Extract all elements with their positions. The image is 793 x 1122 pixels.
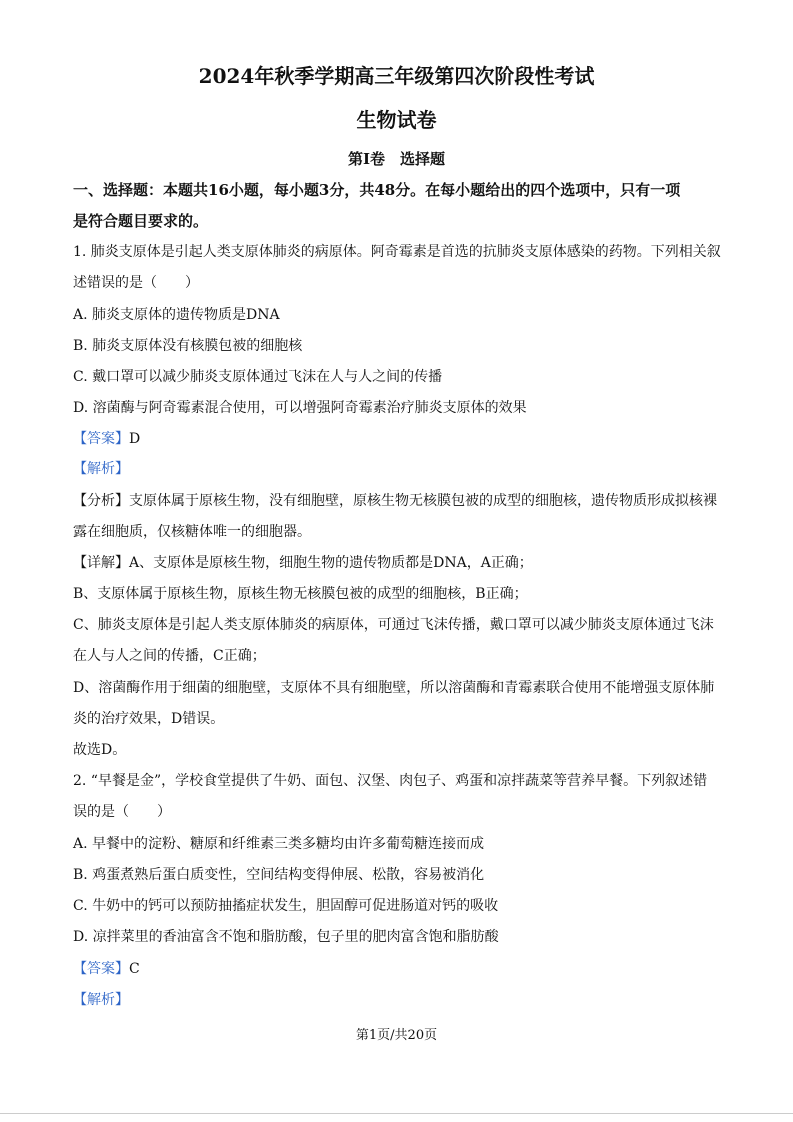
q1-analysis-line-1: 【分析】支原体属于原核生物，没有细胞壁，原核生物无核膜包被的成型的细胞核，遗传物质形成拟核裸 (73, 493, 717, 509)
q2-option-b: B. 鸡蛋煮熟后蛋白质变性，空间结构变得伸展、松散，容易被消化 (73, 867, 485, 883)
instructions-line-2: 是符合题目要求的。 (73, 212, 209, 230)
q1-option-b: B. 肺炎支原体没有核膜包被的细胞核 (73, 338, 303, 354)
q1-option-a: A. 肺炎支原体的遗传物质是DNA (73, 307, 280, 323)
q1-analysis-line-2: 露在细胞质，仅核糖体唯一的细胞器。 (73, 524, 311, 540)
q1-detail-line-4: 在人与人之间的传播，C正确； (73, 648, 266, 664)
exam-subtitle: 生物试卷 (356, 108, 437, 132)
q1-option-d: D. 溶菌酶与阿奇霉素混合使用，可以增强阿奇霉素治疗肺炎支原体的效果 (73, 400, 527, 416)
q1-detail-line-5: D、溶菌酶作用于细菌的细胞壁，支原体不具有细胞壁，所以溶菌酶和青霉素联合使用不能增强支原体肺 (73, 680, 715, 696)
q2-option-a: A. 早餐中的淀粉、糖原和纤维素三类多糖均由许多葡萄糖连接而成 (73, 836, 485, 852)
exam-title: 2024年秋季学期高三年级第四次阶段性考试 (198, 64, 595, 88)
instructions-line-1: 一、选择题：本题共16小题，每小题3分，共48分。在每小题给出的四个选项中，只有一项 (73, 181, 681, 199)
q1-stem-line-2: 述错误的是（ ） (73, 275, 199, 291)
q1-analysis-tag: 【解析】 (73, 461, 129, 477)
q1-detail-line-1: 【详解】A、支原体是原核生物，细胞生物的遗传物质都是DNA，A正确； (73, 555, 533, 571)
q1-detail-line-2: B、支原体属于原核生物，原核生物无核膜包被的成型的细胞核，B正确； (73, 586, 528, 602)
q1-stem-line-1: 1. 肺炎支原体是引起人类支原体肺炎的病原体。阿奇霉素是首选的抗肺炎支原体感染的药物。下列相关叙 (73, 244, 721, 260)
q2-answer-tag: 【答案】 (73, 961, 129, 977)
q1-detail-line-3: C、肺炎支原体是引起人类支原体肺炎的病原体，可通过飞沫传播，戴口罩可以减少肺炎支原体通过飞沫 (73, 617, 714, 633)
q1-detail-line-6: 炎的治疗效果，D错误。 (73, 711, 225, 727)
q2-option-c: C. 牛奶中的钙可以预防抽搐症状发生，胆固醇可促进肠道对钙的吸收 (73, 898, 499, 914)
q2-stem-line-1: 2. “早餐是金”，学校食堂提供了牛奶、面包、汉堡、肉包子、鸡蛋和凉拌蔬菜等营养早餐。下列叙述错 (73, 773, 708, 789)
section-heading: 第Ⅰ卷 选择题 (347, 150, 446, 168)
q1-answer-tag: 【答案】 (73, 431, 129, 447)
q2-option-d: D. 凉拌菜里的香油富含不饱和脂肪酸，包子里的肥肉富含饱和脂肪酸 (73, 929, 499, 945)
q1-answer-value: D (129, 431, 141, 447)
q2-answer-line (73, 959, 733, 979)
q1-answer-line (73, 429, 733, 449)
q1-option-c: C. 戴口罩可以减少肺炎支原体通过飞沫在人与人之间的传播 (73, 369, 443, 385)
q2-answer-value: C (129, 961, 140, 977)
page-bottom-divider (0, 1113, 793, 1114)
q2-analysis-tag: 【解析】 (73, 992, 129, 1008)
q1-conclusion: 故选D。 (73, 742, 127, 758)
page-number: 第1页/共20页 (355, 1028, 438, 1043)
q2-stem-line-2: 误的是（ ） (73, 804, 171, 820)
